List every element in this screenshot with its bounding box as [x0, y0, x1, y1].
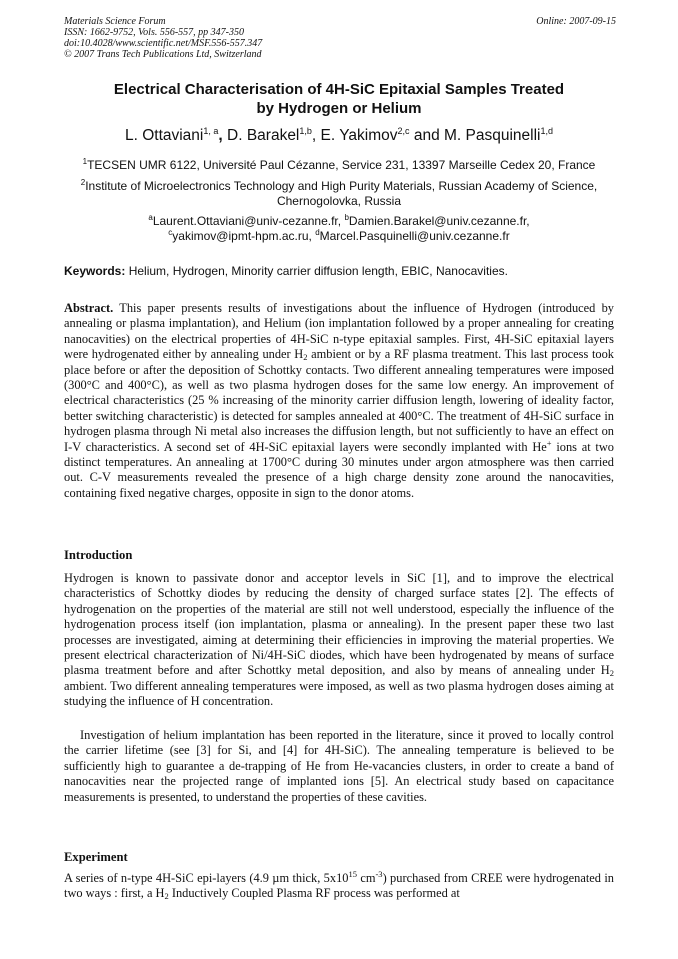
- author-affiliation-mark: 2,c: [397, 126, 410, 136]
- email-link[interactable]: Marcel.Pasquinelli@univ.cezanne.fr: [319, 229, 510, 243]
- superscript: -3: [375, 869, 383, 879]
- subscript: 2: [303, 352, 308, 363]
- email-link[interactable]: Damien.Barakel@univ.cezanne.fr,: [348, 214, 530, 228]
- keywords-text: Helium, Hydrogen, Minority carrier diffusion length, EBIC, Nanocavities.: [128, 264, 508, 278]
- journal-issn: ISSN: 1662-9752, Vols. 556-557, pp 347-350: [64, 27, 244, 38]
- author-list: L. Ottaviani$^{1, a}$, D. Barakel$^{1,b}$, E. Yakimov$^{2,c}$ and M. Pasquinelli$^{1,d}$: [124, 126, 554, 144]
- introduction-paragraph-1: [64, 571, 614, 710]
- section-heading-experiment: Experiment: [64, 850, 128, 864]
- author-affiliation-mark: 1,d: [540, 126, 554, 136]
- superscript: 15: [348, 869, 357, 879]
- body-text: ) purchased from CREE were hydrogenated in two ways : first, a H: [64, 871, 614, 901]
- keywords: [64, 264, 616, 279]
- abstract-label: Abstract.: [64, 301, 114, 315]
- affiliation-1: [52, 158, 626, 173]
- subscript: 2: [609, 668, 614, 679]
- abstract-text: ions at two distinct temperatures. An annealing at 1700°C during 30 minutes under argon atmosphere was then carried out. C-V measurements revealed the presence of a high charge density zone around the nanocavities, containing fixed negative charges, opposite in sign to the donor atoms.: [64, 439, 614, 500]
- affiliation-text: TECSEN UMR 6122, Université Paul Cézanne, Service 231, 13397 Marseille Cedex 20, France: [87, 158, 596, 172]
- affiliation-2: [52, 179, 626, 209]
- journal-header: [64, 16, 616, 60]
- author-affiliation-mark: 1,b: [299, 126, 312, 136]
- journal-name: Materials Science Forum: [64, 16, 166, 27]
- author-name: L. Ottaviani: [124, 127, 204, 144]
- section-heading-introduction: Introduction: [64, 548, 133, 562]
- journal-copyright: © 2007 Trans Tech Publications Ltd, Switzerland: [64, 49, 262, 60]
- author-name: D. Barakel: [227, 127, 300, 144]
- title-line-2: by Hydrogen or Helium: [256, 100, 422, 117]
- experiment-paragraph-1: [64, 871, 614, 902]
- body-text: A series of n-type 4H-SiC epi-layers (4.9 µm thick, 5x10: [64, 871, 349, 885]
- author-emails: [52, 214, 626, 244]
- body-text: cm: [356, 871, 376, 885]
- online-date: Online: 2007-09-15: [536, 16, 616, 27]
- body-text: ambient. Two different annealing temperatures were imposed, as well as two plasma hydrogen doses aiming at studying the influence of H concentration.: [64, 678, 614, 709]
- abstract-text: ambient or by a RF plasma treatment. This last process took place before or after the deposition of Schottky contacts. Two different annealing temperatures were imposed (300°C and 400°C), as well as two plasma hydrogen doses for the same low energy. An improvement of electrical characteristics (25 % increasing of the minority carrier diffusion length, lowering of ideality factor, better switching characteristic) is detected for samples annealed at 400°C. The treatment of 4H-SiC surface in hydrogen plasma through Ni metal also increases the diffusion length, but not sufficiently to have an effect on I-V characteristics. A second set of 4H-SiC epitaxial layers were secondly implanted with He: [64, 347, 614, 454]
- email-link[interactable]: Laurent.Ottaviani@univ-cezanne.fr,: [152, 214, 342, 228]
- author-name: M. Pasquinelli: [444, 127, 541, 144]
- author-affiliation-mark: 1, a: [203, 126, 219, 136]
- title-line-1: Electrical Characterisation of 4H-SiC Epitaxial Samples Treated: [113, 81, 565, 98]
- journal-doi: doi:10.4028/www.scientific.net/MSF.556-557.347: [64, 38, 263, 49]
- body-text: Inductively Coupled Plasma RF process was performed at: [168, 886, 460, 901]
- abstract: [64, 301, 614, 501]
- paper-title: [64, 80, 614, 118]
- affiliation-mark: 2: [80, 178, 86, 187]
- body-text: Hydrogen is known to passivate donor and acceptor levels in SiC [1], and to improve the electrical characteristics of Schottky diodes by reducing the density of charged surface states [2]. The effects of hydrogenation on the properties of the material are still not well understood, especially the influence of the hydrogenation process itself (ion implantation, plasma or annealing). In the present paper these two last processes are investigated, aiming at determining their efficiencies in improving the material properties. We present electrical characterization of Ni/4H-SiC diodes, which have been hydrogenated by means of surface plasma treatment before and after Schottky metal deposition, and also by means of annealing under H: [64, 571, 614, 678]
- author-name: E. Yakimov: [320, 127, 398, 144]
- keywords-label: Keywords:: [64, 264, 126, 278]
- affiliation-text: Institute of Microelectronics Technology and High Purity Materials, Russian Academy of Science, Chernogolovka, Russia: [85, 179, 598, 208]
- abstract-text: This paper presents results of investigations about the influence of Hydrogen (introduced by annealing or plasma implantation), and Helium (ion implantation followed by a proper annealing for creating nanocavities) on the electrical properties of 4H-SiC n-type epitaxial samples. First, 4H-SiC epitaxial layers were hydrogenated either by annealing under H: [64, 301, 614, 362]
- email-mark: c: [168, 228, 173, 237]
- superscript: +: [546, 437, 552, 448]
- email-mark: b: [344, 213, 349, 222]
- introduction-paragraph-2: Investigation of helium implantation has been reported in the literature, since it proved to locally control the carrier lifetime (see [3] for Si, and [4] for 4H-SiC). The annealing temperature is believed to be sufficiently high to guarantee a de-trapping of He from He-vacancies clusters, in order to create a band of nanocavities near the projected range of implanted ions [5]. An electrical study based on capacitance measurements is presented, to understand the properties of these cavities.: [64, 728, 614, 804]
- email-link[interactable]: yakimov@ipmt-hpm.ac.ru,: [172, 229, 312, 243]
- affiliation-mark: 1: [82, 157, 88, 166]
- subscript: 2: [164, 891, 169, 902]
- email-mark: d: [315, 228, 320, 237]
- email-mark: a: [148, 213, 153, 222]
